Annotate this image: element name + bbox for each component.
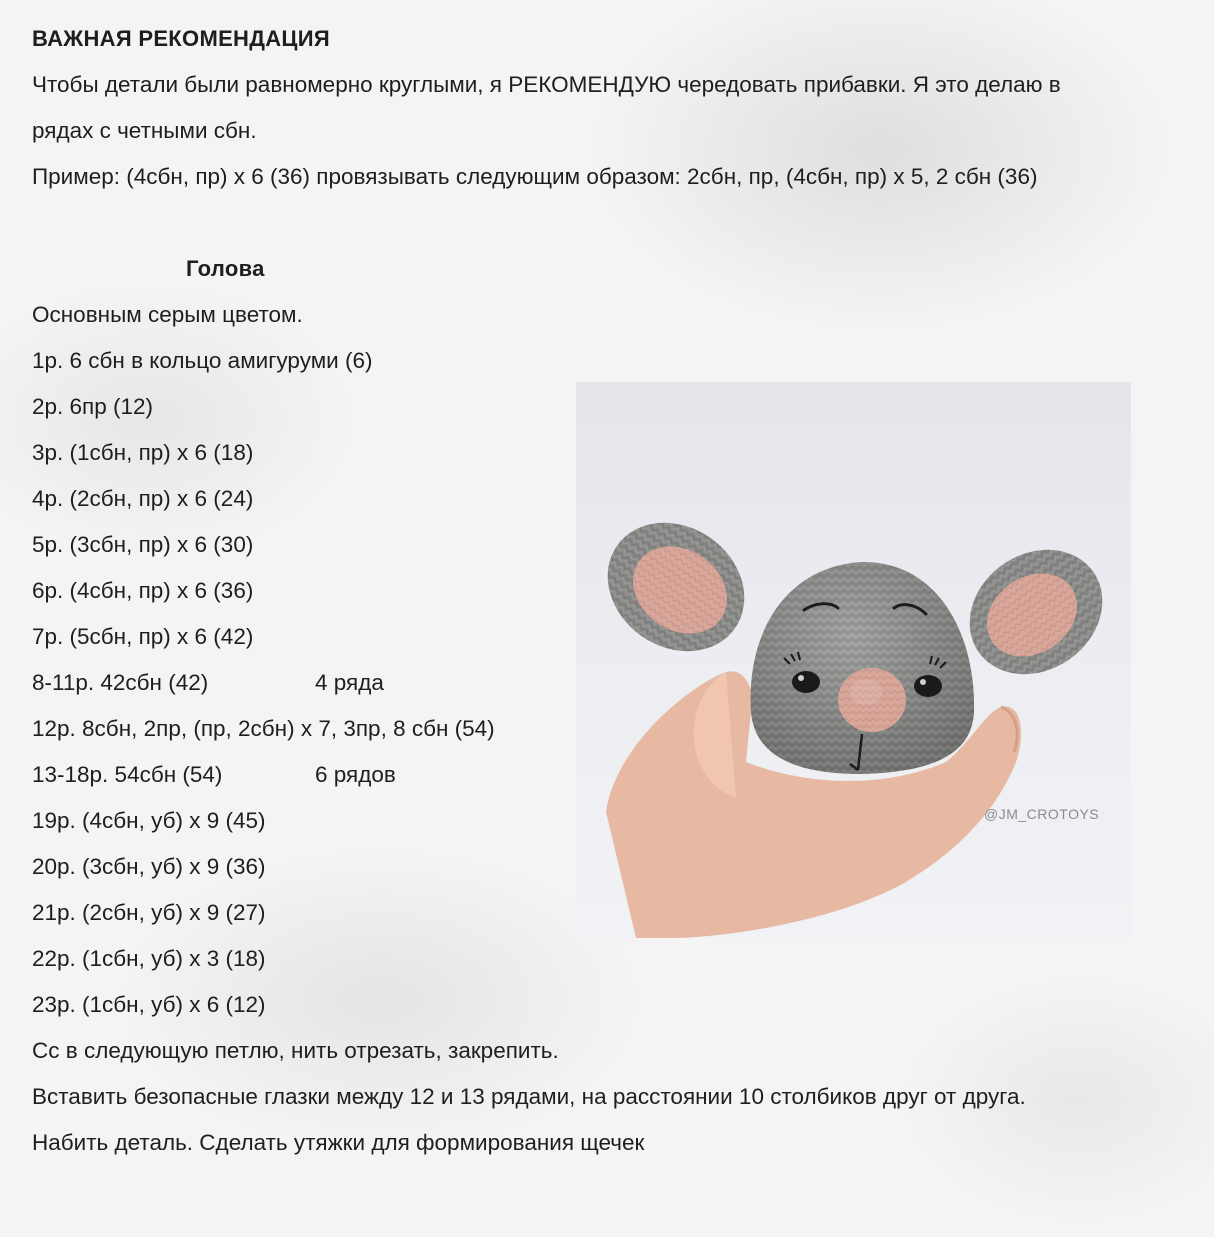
pattern-row-text: 13-18р. 54сбн (54)	[32, 762, 223, 787]
pattern-row-text: 3р. (1сбн, пр) х 6 (18)	[32, 440, 254, 465]
pattern-row	[32, 670, 572, 696]
section-title-head: Голова	[186, 256, 265, 281]
pattern-row-text: 6р. (4сбн, пр) х 6 (36)	[32, 578, 254, 603]
recommendation-text-line-2: рядах с четными сбн.	[32, 118, 257, 143]
pattern-row-text: 20р. (3сбн, уб) х 9 (36)	[32, 854, 266, 879]
pattern-row	[32, 348, 572, 374]
pattern-row-text: 5р. (3сбн, пр) х 6 (30)	[32, 532, 254, 557]
pattern-row	[32, 486, 572, 512]
pattern-row-text: 1р. 6 сбн в кольцо амигуруми (6)	[32, 348, 373, 373]
crocheted-mouse-head-icon	[576, 382, 1131, 938]
pattern-row	[32, 578, 572, 604]
pattern-row-text: 21р. (2сбн, уб) х 9 (27)	[32, 900, 266, 925]
pattern-row-text: 4р. (2сбн, пр) х 6 (24)	[32, 486, 254, 511]
pattern-row-text: 8-11р. 42сбн (42)	[32, 670, 209, 695]
pattern-row	[32, 854, 572, 880]
pattern-row-text: 12р. 8сбн, 2пр, (пр, 2сбн) х 7, 3пр, 8 сбн (54)	[32, 716, 495, 741]
pattern-row	[32, 624, 572, 650]
pattern-row	[32, 900, 572, 926]
pattern-row-text: 22р. (1сбн, уб) х 3 (18)	[32, 946, 266, 971]
pattern-row	[32, 394, 572, 420]
finish-instruction-2: Вставить безопасные глазки между 12 и 13 рядами, на расстоянии 10 столбиков друг от друга.	[32, 1084, 1026, 1109]
pattern-row-text: 23р. (1сбн, уб) х 6 (12)	[32, 992, 266, 1017]
pattern-row	[32, 440, 572, 466]
photo-watermark: @JM_CROTOYS	[984, 806, 1100, 822]
pattern-row-note: 4 ряда	[315, 670, 384, 695]
recommendation-example: Пример: (4сбн, пр) х 6 (36) провязывать следующим образом: 2сбн, пр, (4сбн, пр) х 5, 2 сбн (36)	[32, 164, 1038, 189]
pattern-row	[32, 762, 572, 788]
pattern-row-text: 2р. 6пр (12)	[32, 394, 154, 419]
pattern-row	[32, 532, 572, 558]
pattern-row	[32, 946, 572, 972]
pattern-row	[32, 716, 572, 742]
pattern-row-note: 6 рядов	[315, 762, 396, 787]
pattern-row	[32, 808, 572, 834]
finish-instruction-3: Набить деталь. Сделать утяжки для формирования щечек	[32, 1130, 645, 1155]
finish-instruction-1: Сс в следующую петлю, нить отрезать, закрепить.	[32, 1038, 559, 1063]
recommendation-text-line-1: Чтобы детали были равномерно круглыми, я РЕКОМЕНДУЮ чередовать прибавки. Я это делаю в	[32, 72, 1061, 97]
mouse-head-photo	[576, 382, 1131, 938]
recommendation-title: ВАЖНАЯ РЕКОМЕНДАЦИЯ	[32, 26, 330, 51]
pattern-row	[32, 992, 572, 1018]
color-note: Основным серым цветом.	[32, 302, 303, 327]
pattern-row-text: 7р. (5сбн, пр) х 6 (42)	[32, 624, 254, 649]
pattern-row-text: 19р. (4сбн, уб) х 9 (45)	[32, 808, 266, 833]
